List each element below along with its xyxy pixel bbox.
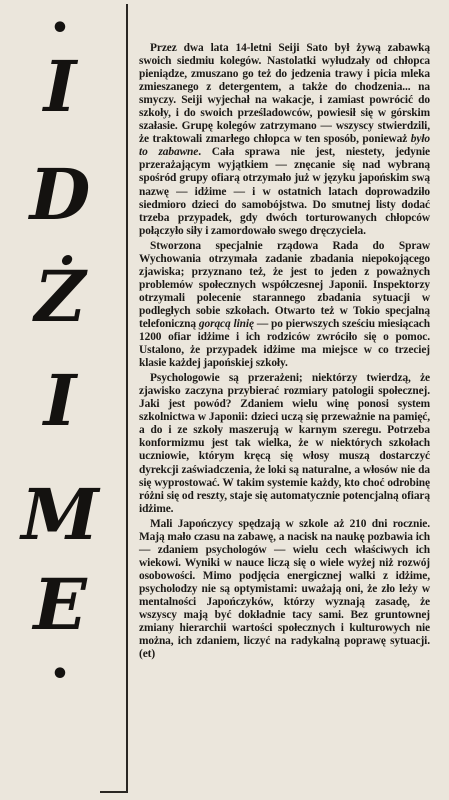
paragraph-3: Psychologowie są przerażeni; niektórzy twierdzą, że zjawisko zaczyna przybierać rozmiary patologii społecznej. Jaki jest powód? Zdaniem wielu winę ponosi system szkolnictwa w Japonii: dzieci uczą się przeważnie na pamięć, a do i ze szkoły maszerują w karnym szeregu. Potrzeba konformizmu jest tak wielka, że w niektórych szkołach uczniowie, którym kręcą się włosy muszą dostarczyć dyrekcji zaświadczenia, że loki są naturalne, a włosów nie da się wyprostować. W takim systemie każdy, kto choć odrobinę różni się od reszty, staje się automatycznie potencjalną ofiarą idżime.: [139, 372, 430, 515]
paragraph-4: Mali Japończycy spędzają w szkole aż 210 dni rocznie. Mają mało czasu na zabawę, a nacisk na naukę pozbawia ich — zdaniem psychologów — wielu cech właściwych ich wiekowi. Wyniki w nauce liczą się o wiele wyżej niż rozwój osobowości. Mimo podjęcia energicznej walki z idżime, psycholodzy nie są optymistami: uważają oni, że zło leży w mentalności Japończyków, którzy wyznają zasadę, że wszyscy mają być dokładnie tacy sami. Bez gruntownej zmiany hierarchii wartości społecznych i kulturowych nie można, ich zdaniem, liczyć na radykalną poprawę sytuacji. (et): [139, 517, 430, 661]
lead-paragraph: [139, 42, 430, 238]
decor-dot-top: •: [50, 11, 70, 46]
title-letter-4: I: [43, 359, 77, 442]
paragraph-2-emphasis: gorącą linię: [198, 317, 254, 330]
paragraph-2: [139, 240, 430, 370]
sidebar-bottom-rule: [100, 791, 128, 793]
vertical-title-sidebar: [0, 0, 126, 800]
sidebar-divider-line: [126, 4, 128, 792]
title-letter-6: E: [33, 563, 87, 646]
decor-dot-bottom: •: [50, 657, 70, 692]
title-letter-1: I: [43, 45, 77, 128]
article-body: [139, 42, 430, 663]
lead-emphasis: było to zabawne: [139, 133, 430, 159]
title-letter-2: D: [29, 153, 91, 236]
paragraph-2-text-1: Stworzona specjalnie rządowa Rada do Spraw Wychowania otrzymała zadanie zbadania niepokojącego zjawiska; przyznano też, że jest to jeden z poważnych problemów społecznych współczesnej Japonii. Inspektorzy otrzymali polecenie starannego zbadania sytuacji w podległych sobie szkołach. Otwarto też w Tokio specjalną telefoniczną: [139, 239, 430, 330]
title-letter-3: Ż: [34, 255, 86, 338]
lead-text-1: Przez dwa lata 14-letni Seiji Sato był żywą zabawką swoich siedmiu kolegów. Nastolatki wyłudzały od chłopca pieniądze, zmuszano go też do jedzenia trawy i picia mleka zmieszanego z detergentem, a także do chodzenia... na smyczy. Seiji wyjechał na wakacje, i zamiast powrócić do szkoły, i do swoich prześladowców, powiesił się w górskim szałasie. Grupę kolegów zatrzymano — wszyscy stwierdzili, że traktowali zmarłego chłopca w ten sposób, ponieważ: [139, 42, 430, 146]
lead-text-2: . Cała sprawa nie jest, niestety, jedynie przerażającym wyjątkiem — znęcanie się nad wybraną spośród grupy ofiarą otrzymało już w języku japońskim swą nazwę — idżime — i w ostatnich latach doprowadziło siedmioro dzieci do samobójstwa. Do smutnej listy dodać trzeba przypadek, gdy dwóch torturowanych chłopców połączyło siły i zamordowało swego dręczyciela.: [139, 146, 431, 237]
title-letter-5: M: [21, 473, 99, 556]
paragraph-2-text-2: — po pierwszych sześciu miesiącach 1200 ofiar idżime i ich rodziców zwróciło się o pomoc. Ustalono, że przypadek idżime ma miejsce w co trzeciej klasie każdej japońskiej szkoły.: [139, 317, 431, 370]
